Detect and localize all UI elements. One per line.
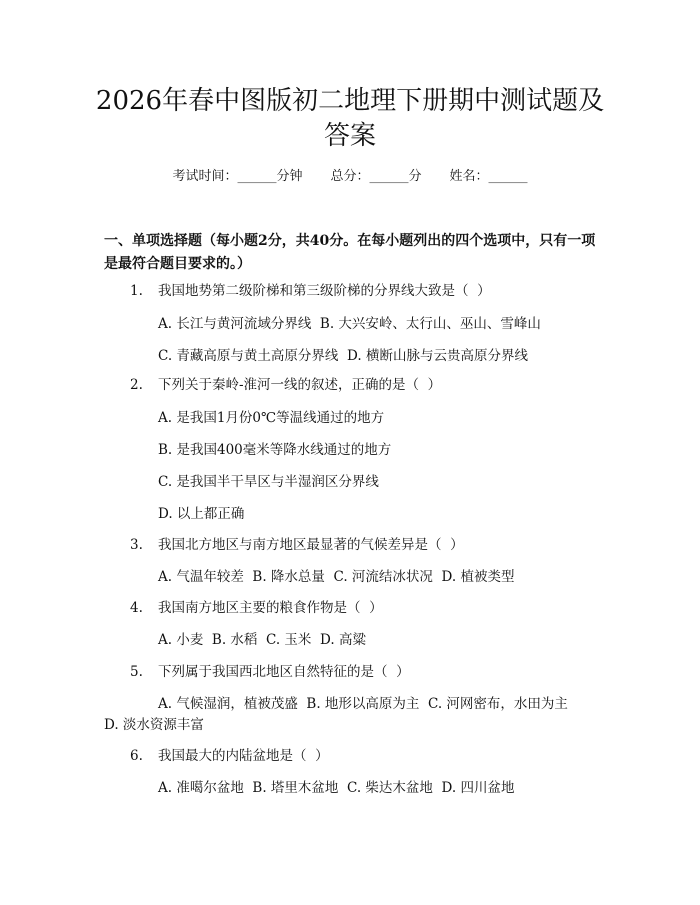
total-score-field: 总分：______分 bbox=[330, 169, 422, 184]
question-2-option-c: C. 是我国半干旱区与半湿润区分界线 bbox=[158, 474, 379, 490]
question-number: 4. bbox=[130, 600, 143, 616]
question-4-options: A. 小麦 B. 水稻 C. 玉米 D. 高粱 bbox=[158, 632, 366, 648]
question-2-option-b: B. 是我国400毫米等降水线通过的地方 bbox=[158, 442, 392, 458]
question-3-options: A. 气温年较差 B. 降水总量 C. 河流结冰状况 D. 植被类型 bbox=[158, 569, 515, 585]
question-2 bbox=[130, 375, 441, 395]
question-1 bbox=[130, 281, 491, 301]
question-5 bbox=[130, 662, 410, 682]
question-number: 2. bbox=[130, 377, 143, 393]
question-stem: 我国最大的内陆盆地是（ ） bbox=[158, 748, 329, 764]
question-2-option-a: A. 是我国1月份0℃等温线通过的地方 bbox=[158, 410, 385, 426]
question-5-options-abc: A. 气候湿润，植被茂盛 B. 地形以高原为主 C. 河网密布，水田为主 bbox=[158, 696, 568, 712]
section-heading: 一、单项选择题（每小题2分，共40分。在每小题列出的四个选项中，只有一项 bbox=[104, 233, 596, 249]
question-number: 1. bbox=[130, 283, 143, 299]
question-2-option-d: D. 以上都正确 bbox=[158, 506, 245, 522]
question-1-options-ab: A. 长江与黄河流域分界线 B. 大兴安岭、太行山、巫山、雪峰山 bbox=[158, 316, 541, 332]
question-number: 5. bbox=[130, 664, 143, 680]
question-stem: 下列属于我国西北地区自然特征的是（ ） bbox=[158, 664, 410, 680]
exam-meta bbox=[0, 167, 700, 187]
question-1-options-cd: C. 青藏高原与黄土高原分界线 D. 横断山脉与云贵高原分界线 bbox=[158, 348, 528, 364]
page-title: 2026年春中图版初二地理下册期中测试题及 bbox=[95, 86, 605, 116]
exam-time-field: 考试时间：______分钟 bbox=[172, 169, 303, 184]
question-3 bbox=[130, 535, 464, 555]
question-stem: 下列关于秦岭-淮河一线的叙述，正确的是（ ） bbox=[158, 377, 442, 393]
question-6-options: A. 准噶尔盆地 B. 塔里木盆地 C. 柴达木盆地 D. 四川盆地 bbox=[158, 780, 515, 796]
student-name-field: 姓名：______ bbox=[449, 169, 528, 184]
page-title-continued: 答案 bbox=[323, 121, 376, 151]
question-stem: 我国南方地区主要的粮食作物是（ ） bbox=[158, 600, 383, 616]
question-5-option-d: D. 淡水资源丰富 bbox=[104, 717, 204, 733]
question-number: 6. bbox=[130, 748, 143, 764]
question-4 bbox=[130, 598, 383, 618]
question-stem: 我国地势第二级阶梯和第三级阶梯的分界线大致是（ ） bbox=[158, 283, 491, 299]
section-heading-continued: 是最符合题目要求的。） bbox=[104, 256, 251, 272]
question-6 bbox=[130, 746, 329, 766]
question-stem: 我国北方地区与南方地区最显著的气候差异是（ ） bbox=[158, 537, 464, 553]
question-number: 3. bbox=[130, 537, 143, 553]
